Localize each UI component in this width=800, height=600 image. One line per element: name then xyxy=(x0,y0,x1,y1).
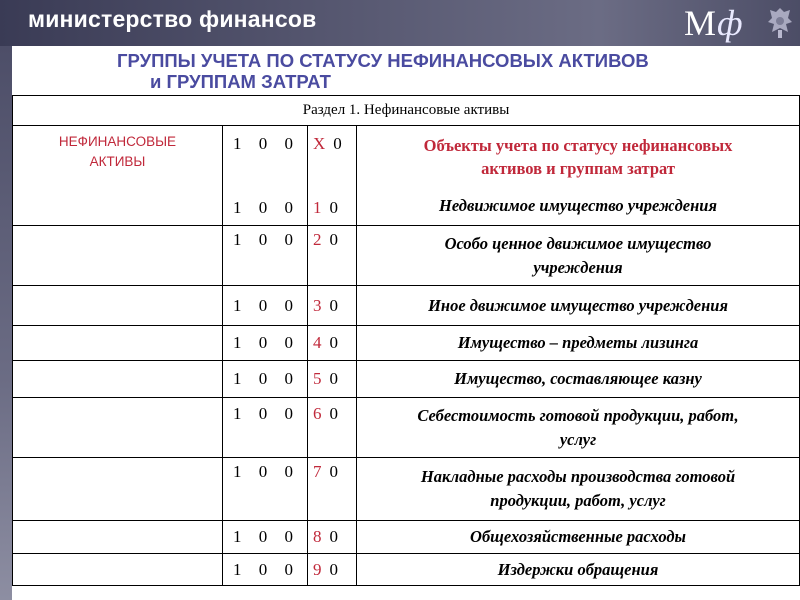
empty-category-cell xyxy=(13,226,223,286)
row-8-code-cell xyxy=(308,521,357,554)
header-code-zero: 0 xyxy=(333,134,342,153)
coat-of-arms-icon xyxy=(766,6,794,40)
row-9-code-cell xyxy=(308,554,357,586)
row-3-code: 3 xyxy=(313,295,322,315)
row-2-desc-line1: Особо ценное движимое имущество xyxy=(444,233,712,253)
row-2-desc-line2: учреждения xyxy=(533,257,623,277)
row-4-description: Имущество – предметы лизинга xyxy=(357,326,800,361)
empty-category-cell xyxy=(13,521,223,554)
row-6-code-cell xyxy=(308,398,357,458)
row-5-code: 5 xyxy=(313,369,322,388)
row-7-desc-line2: продукции, работ, услуг xyxy=(490,491,666,510)
digits-cell xyxy=(223,126,308,226)
ministry-title: министерство финансов xyxy=(28,6,317,32)
empty-category-cell xyxy=(13,361,223,398)
row-8-zero: 0 xyxy=(329,527,338,546)
row-1-code: 1 xyxy=(313,198,322,217)
category-line1: НЕФИНАНСОВЫЕ xyxy=(58,134,177,149)
logo-letter-phi: ф xyxy=(717,3,744,43)
category-cell xyxy=(13,126,223,226)
row-5-code-cell xyxy=(308,361,357,398)
slide-title-line1: ГРУППЫ УЧЕТА ПО СТАТУСУ НЕФИНАНСОВЫХ АКТИВОВ xyxy=(117,50,649,71)
row-9-description: Издержки обращения xyxy=(357,554,800,586)
section-title: Раздел 1. Нефинансовые активы xyxy=(13,96,800,126)
row-3-description: Иное движимое имущество учреждения xyxy=(357,286,800,326)
row-4-zero: 0 xyxy=(329,333,338,352)
table-row xyxy=(13,286,800,326)
row-1-zero: 0 xyxy=(329,198,338,217)
row-5-description: Имущество, составляющее казну xyxy=(357,361,800,398)
row-2-zero: 0 xyxy=(329,230,338,249)
row-8-description: Общехозяйственные расходы xyxy=(357,521,800,554)
row-7-description xyxy=(357,458,800,521)
row-1-digits: 1 0 0 xyxy=(233,198,300,217)
row-3-code-cell xyxy=(308,286,357,326)
accounting-groups-table xyxy=(12,95,800,586)
row-8-digits: 1 0 0 xyxy=(223,521,308,554)
row-7-digits: 1 0 0 xyxy=(223,458,308,521)
empty-category-cell xyxy=(13,458,223,521)
table-row xyxy=(13,361,800,398)
row-5-digits: 1 0 0 xyxy=(223,361,308,398)
row-7-code-cell xyxy=(308,458,357,521)
slide-title-line2: и ГРУППАМ ЗАТРАТ xyxy=(150,71,331,92)
description-cell xyxy=(357,126,800,226)
empty-category-cell xyxy=(13,554,223,586)
row-2-description xyxy=(357,226,800,286)
header-desc-line2: активов и группам затрат xyxy=(481,159,675,178)
header-desc-line1: Объекты учета по статусу нефинансовых xyxy=(423,136,733,155)
row-9-zero: 0 xyxy=(329,559,338,579)
row-2-digits: 1 0 0 xyxy=(223,226,308,286)
code-cell xyxy=(308,126,357,226)
row-1-description: Недвижимое имущество учреждения xyxy=(439,196,717,215)
row-7-code: 7 xyxy=(313,462,322,481)
ministry-logo xyxy=(684,2,760,44)
left-decor-rail xyxy=(0,46,12,600)
header-code-var: Х xyxy=(313,134,326,153)
row-9-digits: 1 0 0 xyxy=(223,554,308,586)
row-8-code: 8 xyxy=(313,527,322,546)
accounting-table-area xyxy=(12,95,800,600)
row-6-digits: 1 0 0 xyxy=(223,398,308,458)
row-4-code: 4 xyxy=(313,333,322,352)
row-5-zero: 0 xyxy=(329,369,338,388)
row-2-code-cell xyxy=(308,226,357,286)
table-row xyxy=(13,554,800,586)
row-3-digits: 1 0 0 xyxy=(223,286,308,326)
table-row xyxy=(13,226,800,286)
empty-category-cell xyxy=(13,286,223,326)
row-3-zero: 0 xyxy=(329,295,338,315)
header-banner xyxy=(0,0,800,46)
empty-category-cell xyxy=(13,398,223,458)
header-digits: 1 0 0 xyxy=(233,134,300,153)
row-6-code: 6 xyxy=(313,404,322,423)
empty-category-cell xyxy=(13,326,223,361)
table-row xyxy=(13,521,800,554)
table-row-header xyxy=(13,126,800,226)
category-line2: АКТИВЫ xyxy=(89,154,146,169)
row-7-zero: 0 xyxy=(329,462,338,481)
table-row xyxy=(13,458,800,521)
row-6-desc-line2: услуг xyxy=(559,429,597,449)
logo-letter-m: М xyxy=(684,3,718,43)
row-6-description xyxy=(357,398,800,458)
slide-title xyxy=(50,50,750,92)
row-6-desc-line1: Себестоимость готовой продукции, работ, xyxy=(417,405,739,425)
table-row xyxy=(13,326,800,361)
row-6-zero: 0 xyxy=(329,404,338,423)
row-4-digits: 1 0 0 xyxy=(223,326,308,361)
row-2-code: 2 xyxy=(313,230,322,249)
header-description xyxy=(361,134,795,180)
row-4-code-cell xyxy=(308,326,357,361)
section-row xyxy=(13,96,800,126)
row-7-desc-line1: Накладные расходы производства готовой xyxy=(420,467,736,486)
table-row xyxy=(13,398,800,458)
row-9-code: 9 xyxy=(313,559,322,579)
